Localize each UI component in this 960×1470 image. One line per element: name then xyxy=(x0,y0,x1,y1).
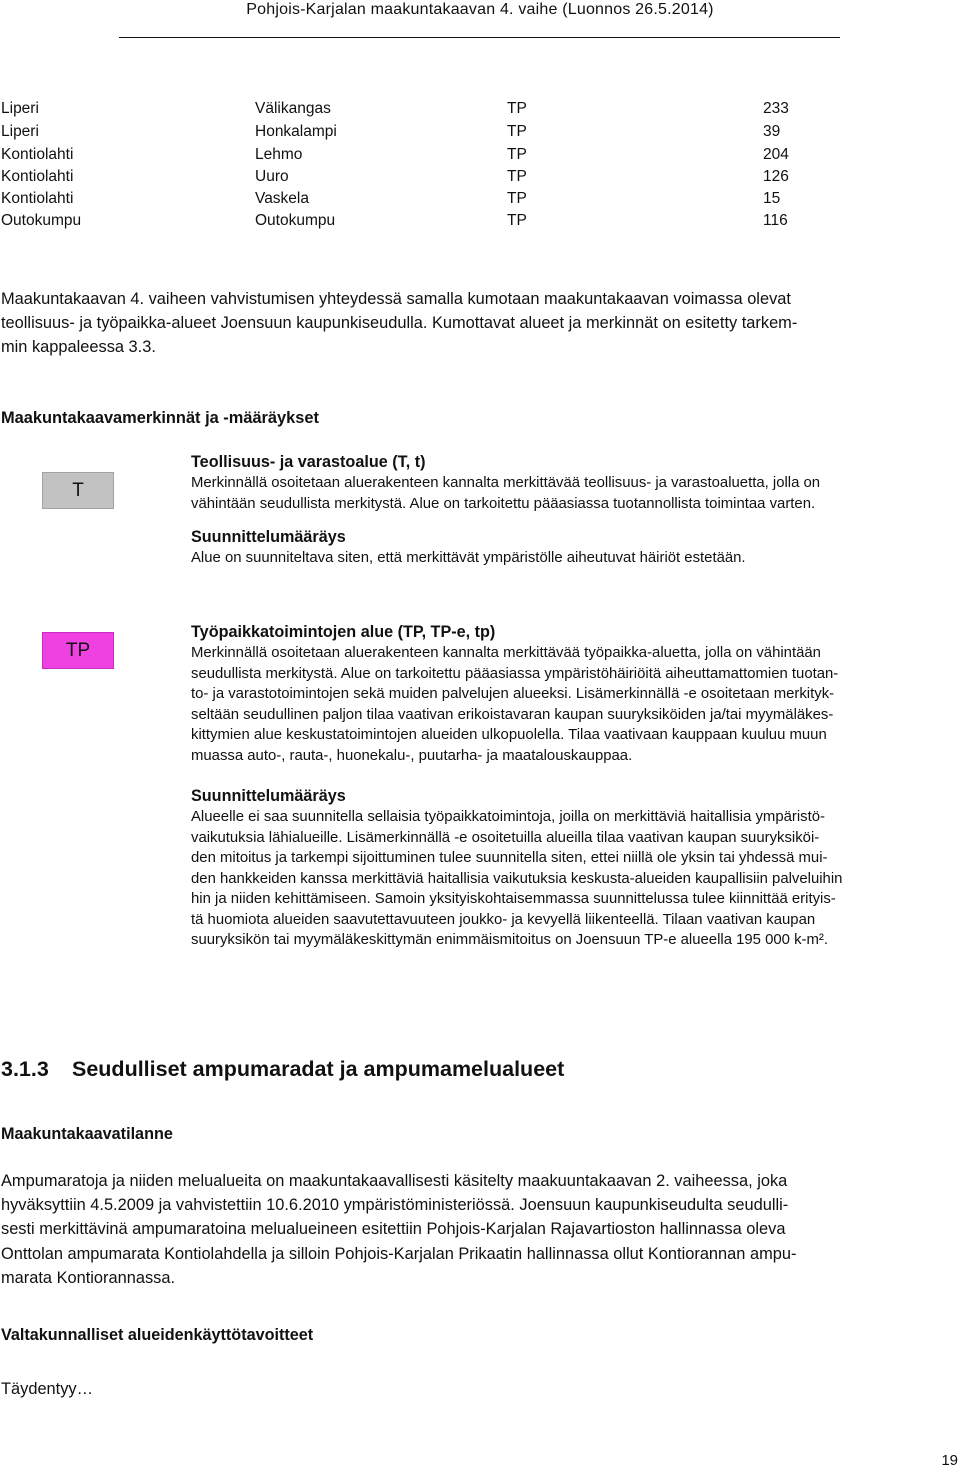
section-number: 3.1.3 xyxy=(1,1057,49,1081)
tp-marking-description xyxy=(191,643,842,766)
tavoitteet-heading: Valtakunnalliset alueidenkäyttötavoitteet xyxy=(1,1326,314,1344)
area-name-cell: Honkalampi xyxy=(255,123,337,140)
tp-marking-block xyxy=(191,623,842,951)
area-name-cell: Välikangas xyxy=(255,100,331,117)
hectares-cell: 15 xyxy=(763,190,781,207)
description-line: Merkinnällä osoitetaan aluerakenteen kannalta merkittävää teollisuus- ja varastoaluetta, jolla on xyxy=(191,475,821,491)
regulation-line: tä huomiota alueiden saavutettavuuteen joukko- ja kevyellä liikenteellä. Tilaan vaativan kaupan xyxy=(191,911,816,928)
regulation-line: hin ja niiden kehittämiseen. Samoin yksityiskohtaisemmassa suunnittelussa tulee kiinnittää erityis- xyxy=(191,891,836,907)
area-name-cell: Vaskela xyxy=(255,190,309,207)
description-line: muassa auto-, rauta-, huonekalu-, puutarha- ja maatalouskauppaa. xyxy=(191,747,633,764)
section-title: Seudulliset ampumaradat ja ampumamelualueet xyxy=(72,1057,565,1081)
running-header: Pohjois-Karjalan maakuntakaavan 4. vaihe (Luonnos 26.5.2014) xyxy=(246,1,714,18)
intro-line: min kappaleessa 3.3. xyxy=(1,338,156,357)
municipality-cell: Liperi xyxy=(1,123,39,140)
header-rule xyxy=(119,37,840,38)
table-row xyxy=(0,121,960,143)
hectares-cell: 116 xyxy=(763,212,788,229)
table-row xyxy=(0,144,960,166)
marking-cell: TP xyxy=(507,190,527,207)
area-table xyxy=(0,98,960,234)
kaavatilanne-paragraph xyxy=(1,1169,796,1290)
t-regulation-title: Suunnittelumääräys xyxy=(191,528,346,546)
tp-legend-symbol: TP xyxy=(42,632,114,669)
tp-regulation-text xyxy=(191,807,842,951)
municipality-cell: Kontiolahti xyxy=(1,146,74,163)
page-number: 19 xyxy=(941,1452,958,1469)
marking-cell: TP xyxy=(507,146,527,163)
paragraph-line: Onttolan ampumarata Kontiolahdella ja silloin Pohjois-Karjalan Prikaatin hallinnassa ollut Kontiorannan ampu- xyxy=(1,1244,797,1263)
municipality-cell: Kontiolahti xyxy=(1,168,74,185)
t-regulation-text xyxy=(191,548,820,569)
description-line: seltään seudullinen paljon tilaa vaativan erikoistavaran kaupan suuryksiköiden ja/tai myymäläkes- xyxy=(191,706,834,723)
regulation-line: Alueelle ei saa suunnitella sellaisia työpaikkatoimintoja, joilla on merkittäviä haitallisia ympäristö- xyxy=(191,809,825,825)
hectares-cell: 204 xyxy=(763,146,789,163)
hectares-cell: 39 xyxy=(763,123,781,140)
marking-cell: TP xyxy=(507,123,527,140)
table-row xyxy=(0,166,960,188)
municipality-cell: Outokumpu xyxy=(1,212,82,229)
regulation-line: Alue on suunniteltava siten, että merkittävät ympäristölle aiheutuvat häiriöt estetään. xyxy=(191,550,746,566)
table-row xyxy=(0,188,960,210)
intro-line: teollisuus- ja työpaikka-alueet Joensuun kaupunkiseudulla. Kumottavat alueet ja merkinnät on esitetty tarkem- xyxy=(1,314,798,333)
description-line: kittymien alue keskustatoimintojen alueiden ulkopuolella. Tilaa vaativaan kauppaan kuuluu muun xyxy=(191,727,827,743)
description-line: seudullista merkitystä. Alue on tarkoitettu pääasiassa ympäristöhäiriöitä aiheuttamattomien tuotan- xyxy=(191,665,839,682)
tp-regulation-title: Suunnittelumääräys xyxy=(191,787,346,805)
area-name-cell: Lehmo xyxy=(255,146,303,163)
hectares-cell: 233 xyxy=(763,100,789,117)
area-name-cell: Outokumpu xyxy=(255,212,336,229)
description-line: Merkinnällä osoitetaan aluerakenteen kannalta merkittävää työpaikka-aluetta, jolla on vähintään xyxy=(191,645,821,661)
paragraph-line: sesti merkittävinä ampumaratoina melualueineen esitettiin Pohjois-Karjalan Rajavartioston hallinnassa oleva xyxy=(1,1220,786,1239)
t-legend-symbol: T xyxy=(42,472,114,509)
markings-heading: Maakuntakaavamerkinnät ja -määräykset xyxy=(1,409,319,427)
paragraph-line: Ampumaratoja ja niiden melualueita on maakuntakaavallisesti käsitelty maakuuntakaavan 2. vaiheessa, joka xyxy=(1,1172,788,1190)
regulation-line: vaikutuksia lähialueille. Lisämerkinnällä -e osoitetuilla alueilla tilaa vaativan kaupan suuryksiköi- xyxy=(191,829,820,846)
tp-marking-title: Työpaikkatoimintojen alue (TP, TP-e, tp) xyxy=(191,623,496,641)
t-marking-description xyxy=(191,473,820,514)
municipality-cell: Liperi xyxy=(1,100,39,117)
intro-line: Maakuntakaavan 4. vaiheen vahvistumisen yhteydessä samalla kumotaan maakuntakaavan voimassa olevat xyxy=(1,290,791,308)
t-marking-title: Teollisuus- ja varastoalue (T, t) xyxy=(191,453,426,471)
kaavatilanne-heading: Maakuntakaavatilanne xyxy=(1,1125,173,1143)
description-line: vähintään seudullista merkitystä. Alue on tarkoitettu pääasiassa tuotannollista toimintaa varten. xyxy=(191,495,816,512)
table-row xyxy=(0,210,960,232)
marking-cell: TP xyxy=(507,100,527,117)
regulation-line: suuryksikön tai myymäläkeskittymän enimmäismitoitus on Joensuun TP-e alueella 195 000 k-m². xyxy=(191,932,828,948)
table-row xyxy=(0,98,960,120)
hectares-cell: 126 xyxy=(763,168,789,185)
marking-cell: TP xyxy=(507,212,527,229)
description-line: to- ja varastotoimintojen sekä muiden palvelujen alueeksi. Lisämerkinnällä -e osoitetaan merkityk- xyxy=(191,686,835,702)
municipality-cell: Kontiolahti xyxy=(1,190,74,207)
marking-cell: TP xyxy=(507,168,527,185)
paragraph-line: hyväksyttiin 4.5.2009 ja vahvistettiin 10.6.2010 ympäristöministeriössä. Joensuun kaupunkiseudulta seudulli- xyxy=(1,1196,789,1215)
intro-paragraph xyxy=(1,287,797,360)
area-name-cell: Uuro xyxy=(255,168,289,185)
regulation-line: den hankkeiden kanssa merkittäviä haitallisia vaikutuksia keskusta-alueiden kaupallisiin palveluihin xyxy=(191,870,843,887)
tavoitteet-text: Täydentyy… xyxy=(1,1380,94,1398)
paragraph-line: marata Kontiorannassa. xyxy=(1,1268,176,1287)
t-marking-block xyxy=(191,453,820,569)
regulation-line: den mitoitus ja tarkempi sijoittuminen tulee suunnitella siten, ettei niillä ole yksin tai yhdessä mui- xyxy=(191,850,828,866)
